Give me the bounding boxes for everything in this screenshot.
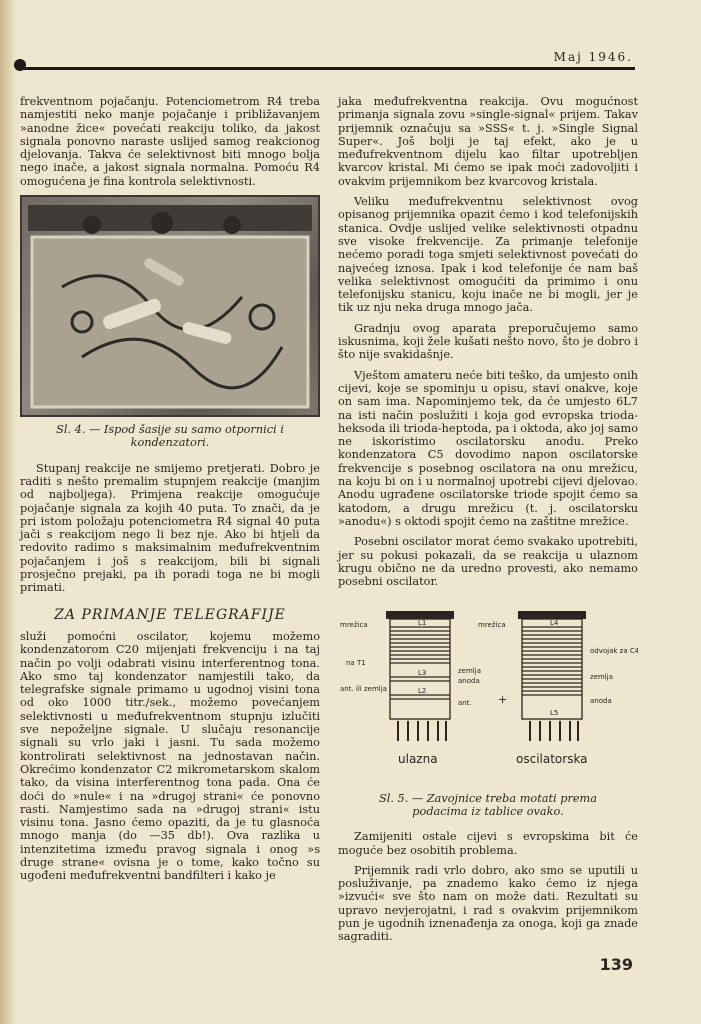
paragraph: Zamijeniti ostale cijevi s evropskima bit će moguće bez osobitih problema. xyxy=(338,830,638,857)
right-coil-name: oscilatorska xyxy=(516,752,588,767)
header-rule xyxy=(20,67,635,70)
label-mrezica-right: mrežica xyxy=(478,621,506,630)
label-l4: L4 xyxy=(550,619,559,628)
figure-4-caption xyxy=(40,423,300,450)
right-column xyxy=(338,95,638,951)
coil-diagram xyxy=(338,603,638,778)
figure-5-caption xyxy=(358,792,618,819)
label-l5: L5 xyxy=(550,709,559,718)
label-l3: L3 xyxy=(418,669,427,678)
label-zemlja-right: zemlja xyxy=(590,673,613,682)
figure-4-number: Sl. 4. xyxy=(56,423,86,437)
issue-date: Maj 1946. xyxy=(553,50,633,64)
left-coil-cap xyxy=(386,611,454,619)
label-zemlja-left: zemlja xyxy=(458,667,481,676)
label-anoda-left: anoda xyxy=(458,677,480,686)
paragraph: služi pomoćni oscilator, kojemu možemo kondenzatorom C20 mijenjati frekvenciju i na taj način po volji odabrati visinu interferentnog tona. Ako smo taj kondenzator namjestili tako, da telegrafske signale primamo u ugodnoj visini tona od oko 1000 titr./sek., možemo povećanjem selektivnosti u međufrekventnom stupnju izlučiti sve nepoželjne signale. U slučaju resonancije signali su vrlo jaki i jasni. Tu sada možemo kontrolirati selektivnost na jednostavan način. Okrećimo kondenzator C2 mikrometarskom skalom tako, da visina interferentnog tona pada. Ona će doći do »nule« i na »drugoj strani« će ponovno rasti. Namjestimo sada na »drugoj strani« istu visinu tona. Jasno ćemo opaziti, da je tu glasnoća mnogo manja (do —35 db!). Ova razlika u intenzitetima između pravog signala i onog »s druge strane« ovisna je o tome, kako točno su ugođeni međufrekventni bandfilteri i kako je xyxy=(20,629,320,883)
label-l1: L1 xyxy=(418,619,427,628)
paragraph: Stupanj reakcije ne smijemo pretjerati. Dobro je raditi s nešto premalim stupnjem reakcije (manjim od najboljega). Primjena reakcije omogućuje pojačanje signala za kojih 40 puta. To znači, da je pri istom položaju potenciometra R4 signal 40 puta jači s reakcijom nego li bez nje. Ako bi htjeli da redovito radimo s maksimalnim međufrekventnim pojačanjem i još s reakcijom, bili bi signali prosječno prejaki, pa ih poradi toga ne bi mogli primati. xyxy=(20,461,320,595)
paragraph: Posebni oscilator morat ćemo svakako upotrebiti, jer su pokusi pokazali, da se reakcija u ulaznom krugu obično ne da uredno provesti, ako nemamo posebni oscilator. xyxy=(338,535,638,589)
plus-sign: + xyxy=(498,693,508,707)
page-number: 139 xyxy=(599,955,633,974)
figure-4-text: — Ispod šasije su samo otpornici i kondenzatori. xyxy=(89,423,284,450)
paragraph: Veliku međufrekventnu selektivnost ovog opisanog prijemnika opazit ćemo i kod telefonijskih stanica. Ovdje uslijed velike selektivnosti otpadnu sve visoke frekvencije. Za primanje telefonije nećemo poradi toga smjeti selektivnost povećati do najvećeg iznosa. Ipak i kod telefonije će nam baš velika selektivnost omogućiti da primimo i onu telefonijsku stanicu, koju inače ne bi mogli, jer je tik uz nju neka druga mnogo jača. xyxy=(338,195,638,315)
paragraph: frekventnom pojačanju. Potenciometrom R4 treba namjestiti neko manje pojačanje i približavanjem »anodne žice« povećati reakciju toliko, da jakost signala ponovno naraste uslijed samog reakcionog djelovanja. Takva će selektivnost biti mnogo bolja nego inače, a jakost signala normalna. Pomoću R4 omogućena je fina kontrola selektivnosti. xyxy=(20,95,320,188)
paragraph: Prijemnik radi vrlo dobro, ako smo se uputili u posluživanje, pa znademo kako ćemo iz njega »izvući« sve što nam on može dati. Rezultati su upravo nevjerojatni, i rad s ovakvim prijemnikom pun je ugodnih iznenađenja za onoga, koji ga znade sagraditi. xyxy=(338,863,638,944)
right-coil-cap xyxy=(518,611,586,619)
paragraph: Gradnju ovog aparata preporučujemo samo iskusnima, koji žele kušati nešto novo, što je dobro i što nije svakidašnje. xyxy=(338,321,638,362)
figure-5-number: Sl. 5. xyxy=(378,791,409,805)
label-ant-ili-zemlja: ant. ili zemlja xyxy=(340,685,387,694)
label-anoda-right: anoda xyxy=(590,697,612,706)
left-column xyxy=(20,95,320,890)
section-heading: ZA PRIMANJE TELEGRAFIJE xyxy=(54,606,286,623)
right-coil-form xyxy=(522,619,582,719)
chassis-photo-illustration xyxy=(22,197,318,415)
figure-5-text: — Zavojnice treba motati prema podacima iz tablice ovako. xyxy=(411,791,598,818)
paragraph: jaka međufrekventna reakcija. Ovu mogućnost primanja signala zovu »single-signal« prijem. Takav prijemnik označuju sa »SSS« t. j. »Single Signal Super«. Još bolji je taj efekt, ako je u međufrekventnom dijelu kao filtar upotrebljen kvarcov kristal. Mi ćemo se ipak moći zadovoljiti i ovakvim prijemnikom bez kvarcovog kristala. xyxy=(338,95,638,188)
right-coil-windings xyxy=(522,627,582,695)
chassis-photo xyxy=(20,195,320,417)
label-ant: ant. xyxy=(458,699,472,708)
paragraph: Vještom amateru neće biti teško, da umjesto onih cijevi, koje se spominju u opisu, stavi onakve, koje on sam ima. Napominjemo tek, da će umjesto 6L7 na isti način poslužiti i koja god evropska trioda-heksoda ili trioda-heptoda, pa i oktoda, ako joj samo ne iskoristimo oscilatorsku anodu. Preko kondenzatora C5 dovodimo napon oscilatorske frekvencije s posebnog oscilatora na onu mrežicu, na koju bi on i u normalnoj upotrebi cijevi djelovao. Anodu ugrađene oscilatorske triode spojit ćemo sa katodom, a drugu mrežicu (t. j. oscilatorsku »anodu«) s oktodi spojit ćemo na zaštitne mrežice. xyxy=(338,368,638,528)
label-odvojak: odvojak za C4 xyxy=(590,647,638,656)
label-mrezica-left: mrežica xyxy=(340,621,368,630)
right-coil-pins xyxy=(530,721,578,741)
label-na-t1: na T1 xyxy=(346,659,366,668)
left-coil-pins xyxy=(398,721,446,741)
label-l2: L2 xyxy=(418,687,427,696)
left-coil-name: ulazna xyxy=(398,752,438,767)
binding-edge xyxy=(0,0,18,1024)
